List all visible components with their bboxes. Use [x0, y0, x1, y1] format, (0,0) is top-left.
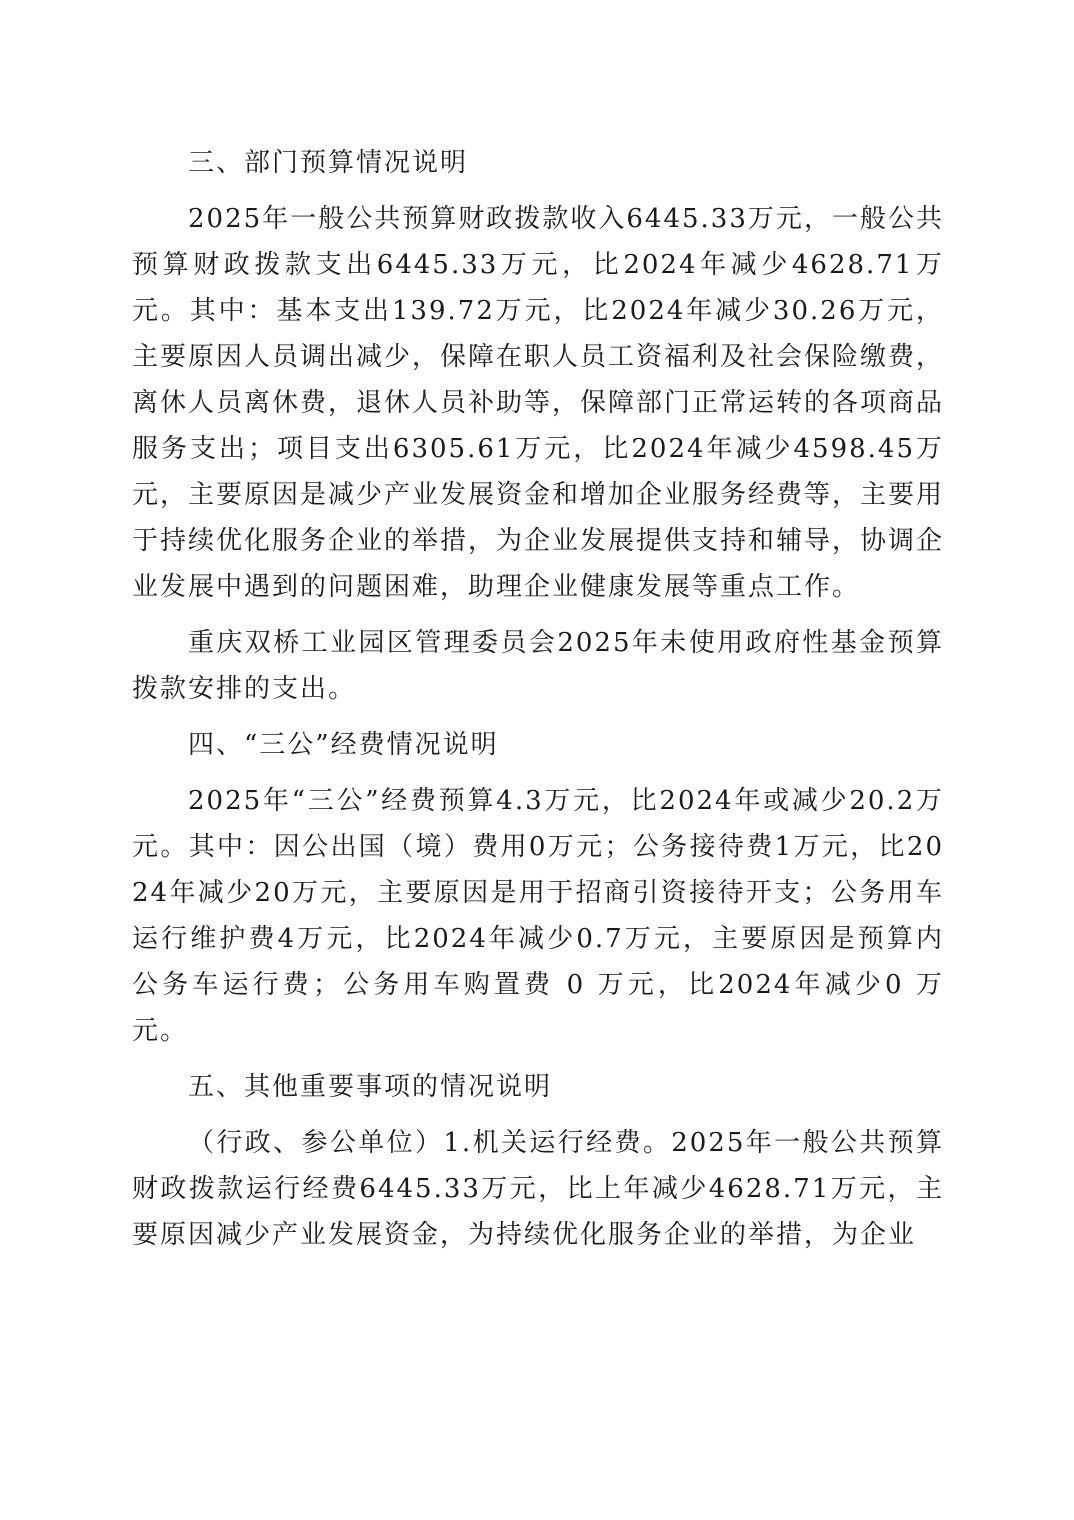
section-3-paragraph-2: 重庆双桥工业园区管理委员会2025年未使用政府性基金预算拨款安排的支出。 [132, 628, 944, 704]
section-3-heading: 三、部门预算情况说明 [188, 148, 469, 178]
section-5-heading: 五、其他重要事项的情况说明 [188, 1072, 553, 1102]
document-body [132, 140, 944, 1268]
section-4-heading: 四、“三公”经费情况说明 [188, 730, 499, 760]
section-5-paragraph-1: （行政、参公单位）1.机关运行经费。2025年一般公共预算财政拨款运行经费6445.33万元，比上年减少4628.71万元，主要原因减少产业发展资金，为持续优化服务企业的举措，为企业 [132, 1128, 944, 1250]
section-4-paragraph-1: 2025年“三公”经费预算4.3万元，比2024年或减少20.2万元。其中：因公出国（境）费用0万元；公务接待费1万元，比2024年减少20万元，主要原因是用于招商引资接待开支；公务用车运行维护费4万元，比2024年减少0.7万元，主要原因是预算内公务车运行费；公务用车购置费 0 万元，比2024年减少0 万元。 [132, 786, 944, 1046]
section-3-paragraph-1: 2025年一般公共预算财政拨款收入6445.33万元，一般公共预算财政拨款支出6445.33万元，比2024年减少4628.71万元。其中：基本支出139.72万元，比2024年减少30.26万元，主要原因人员调出减少，保障在职人员工资福利及社会保险缴费，离休人员离休费，退休人员补助等，保障部门正常运转的各项商品服务支出；项目支出6305.61万元，比2024年减少4598.45万元，主要原因是减少产业发展资金和增加企业服务经费等，主要用于持续优化服务企业的举措，为企业发展提供支持和辅导，协调企业发展中遇到的问题困难，助理企业健康发展等重点工作。 [132, 204, 945, 602]
